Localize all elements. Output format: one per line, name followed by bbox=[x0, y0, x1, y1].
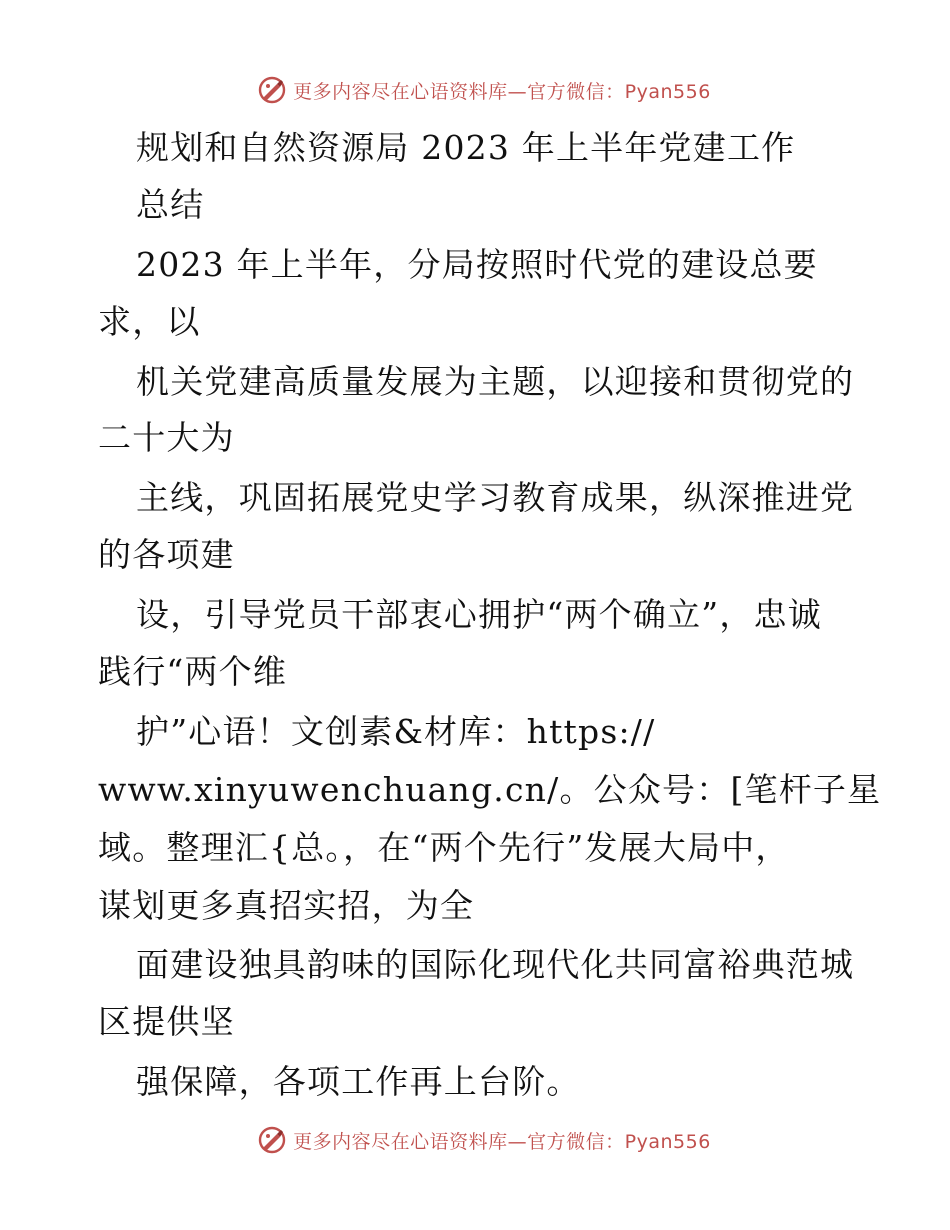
paragraph-line: 践行“两个维 bbox=[98, 652, 288, 691]
paragraph-line: 面建设独具韵味的国际化现代化共同富裕典范城 bbox=[136, 945, 855, 984]
doc-title-line-1: 规划和自然资源局 2023 年上半年党建工作 bbox=[136, 128, 796, 167]
paragraph-line: 求，以 bbox=[98, 302, 201, 341]
paragraph-line: 设，引导党员干部衷心拥护“两个确立”，忠诚 bbox=[136, 595, 822, 634]
paragraph-line: 区提供坚 bbox=[98, 1002, 235, 1041]
header-watermark-text: 更多内容尽在心语资料库—官方微信：Pyan556 bbox=[293, 80, 711, 103]
paragraph-line: 的各项建 bbox=[98, 535, 235, 574]
paragraph-line: 护”心语！文创素&材库：https:// bbox=[136, 712, 656, 751]
paragraph-line: www.xinyuwenchuang.cn/。公众号：[笔杆子星 bbox=[98, 770, 882, 809]
paragraph-line: 谋划更多真招实招，为全 bbox=[98, 886, 475, 925]
doc-title-line-2: 总结 bbox=[136, 185, 205, 224]
paragraph-line: 机关党建高质量发展为主题，以迎接和贯彻党的 bbox=[136, 362, 855, 401]
paragraph-line: 强保障，各项工作再上台阶。 bbox=[136, 1062, 581, 1101]
footer-watermark bbox=[0, 1120, 950, 1160]
paragraph-line: 域。整理汇{总。，在“两个先行”发展大局中， bbox=[98, 828, 790, 867]
footer-watermark-text: 更多内容尽在心语资料库—官方微信：Pyan556 bbox=[293, 1130, 711, 1153]
paragraph-line: 主线，巩固拓展党史学习教育成果，纵深推进党 bbox=[136, 478, 855, 517]
paragraph-line: 2023 年上半年，分局按照时代党的建设总要 bbox=[136, 245, 818, 284]
paragraph-line: 二十大为 bbox=[98, 418, 235, 457]
pen-logo-icon bbox=[257, 1125, 287, 1155]
